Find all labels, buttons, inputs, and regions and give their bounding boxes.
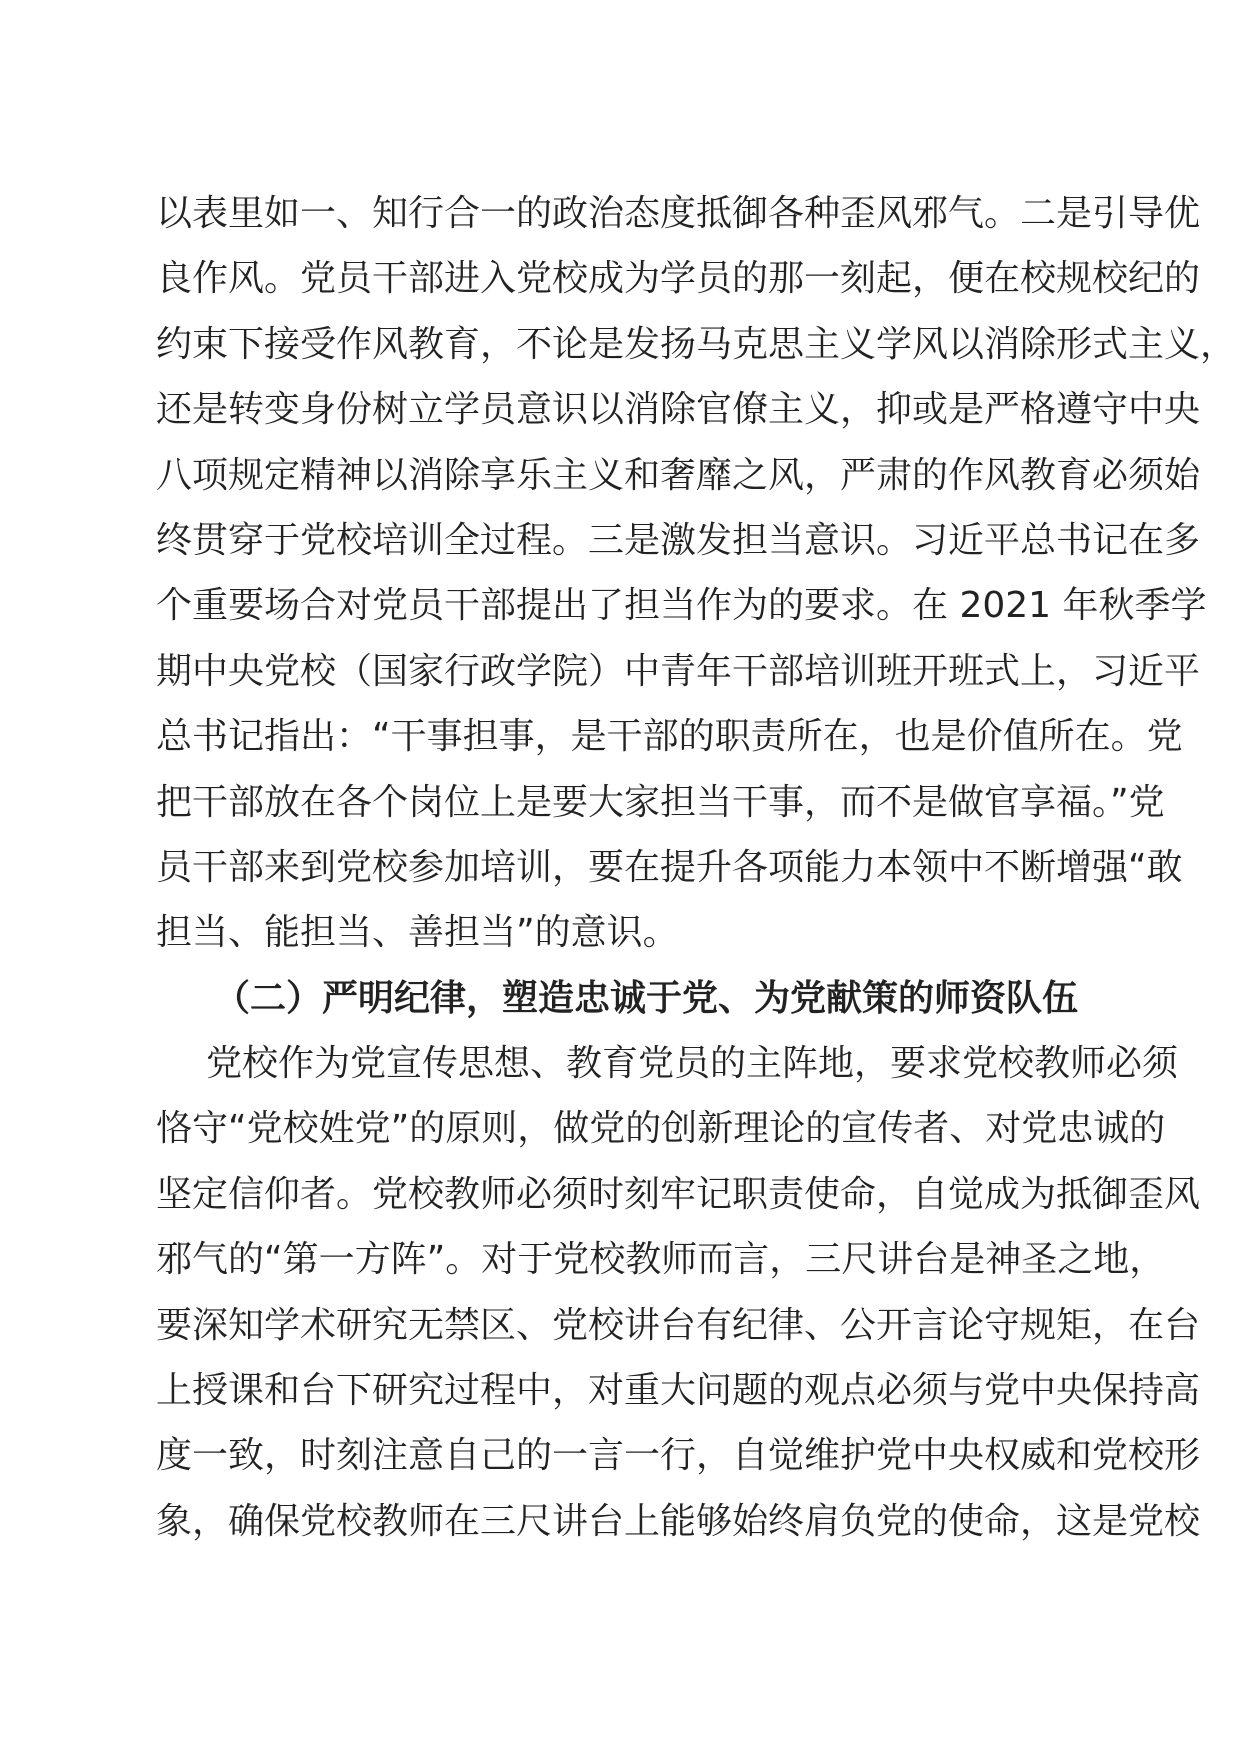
- text-line: 还是转变身份树立学员意识以消除官僚主义，抑或是严格遵守中央: [156, 389, 1201, 431]
- text-line: 把干部放在各个岗位上是要大家担当干事，而不是做官享福。”党: [156, 781, 1165, 823]
- text-line: 党校作为党宣传思想、教育党员的主阵地，要求党校教师必须: [206, 1043, 1179, 1085]
- document-body: [156, 181, 1237, 1554]
- text-line: 要深知学术研究无禁区、党校讲台有纪律、公开言论守规矩，在台: [156, 1304, 1201, 1346]
- paragraph-1: [156, 181, 1237, 966]
- text-line: 恪守“党校姓党”的原则，做党的创新理论的宣传者、对党忠诚的: [156, 1108, 1166, 1150]
- paragraph-2: [156, 1031, 1201, 1554]
- text-line: 期中央党校（国家行政学院）中青年干部培训班开班式上，习近平: [156, 650, 1201, 692]
- text-line: 担当、能担当、善担当”的意识。: [156, 912, 679, 954]
- text-line: 象，确保党校教师在三尺讲台上能够始终肩负党的使命，这是党校: [156, 1500, 1201, 1542]
- text-line: 上授课和台下研究过程中，对重大问题的观点必须与党中央保持高: [156, 1370, 1201, 1412]
- text-line: 约束下接受作风教育，不论是发扬马克思主义学风以消除形式主义，: [156, 323, 1237, 365]
- text-line: 员干部来到党校参加培训，要在提升各项能力本领中不断增强“敢: [156, 846, 1183, 888]
- text-line: 终贯穿于党校培训全过程。三是激发担当意识。习近平总书记在多: [156, 519, 1201, 561]
- section-heading: （二）严明纪律，塑造忠诚于党、为党献策的师资队伍: [214, 977, 1079, 1019]
- text-line: 八项规定精神以消除享乐主义和奢靡之风，严肃的作风教育必须始: [156, 454, 1201, 496]
- text-line: 总书记指出：“干事担事，是干部的职责所在，也是价值所在。党: [156, 716, 1183, 758]
- text-line: 个重要场合对党员干部提出了担当作为的要求。在 2021 年秋季学: [156, 585, 1207, 627]
- text-line: 度一致，时刻注意自己的一言一行，自觉维护党中央权威和党校形: [156, 1435, 1201, 1477]
- text-line: 良作风。党员干部进入党校成为学员的那一刻起，便在校规校纪的: [156, 258, 1201, 300]
- text-line: 邪气的“第一方阵”。对于党校教师而言，三尺讲台是神圣之地，: [156, 1239, 1166, 1281]
- text-line: 以表里如一、知行合一的政治态度抵御各种歪风邪气。二是引导优: [156, 193, 1201, 234]
- text-line: 坚定信仰者。党校教师必须时刻牢记职责使命，自觉成为抵御歪风: [156, 1173, 1201, 1215]
